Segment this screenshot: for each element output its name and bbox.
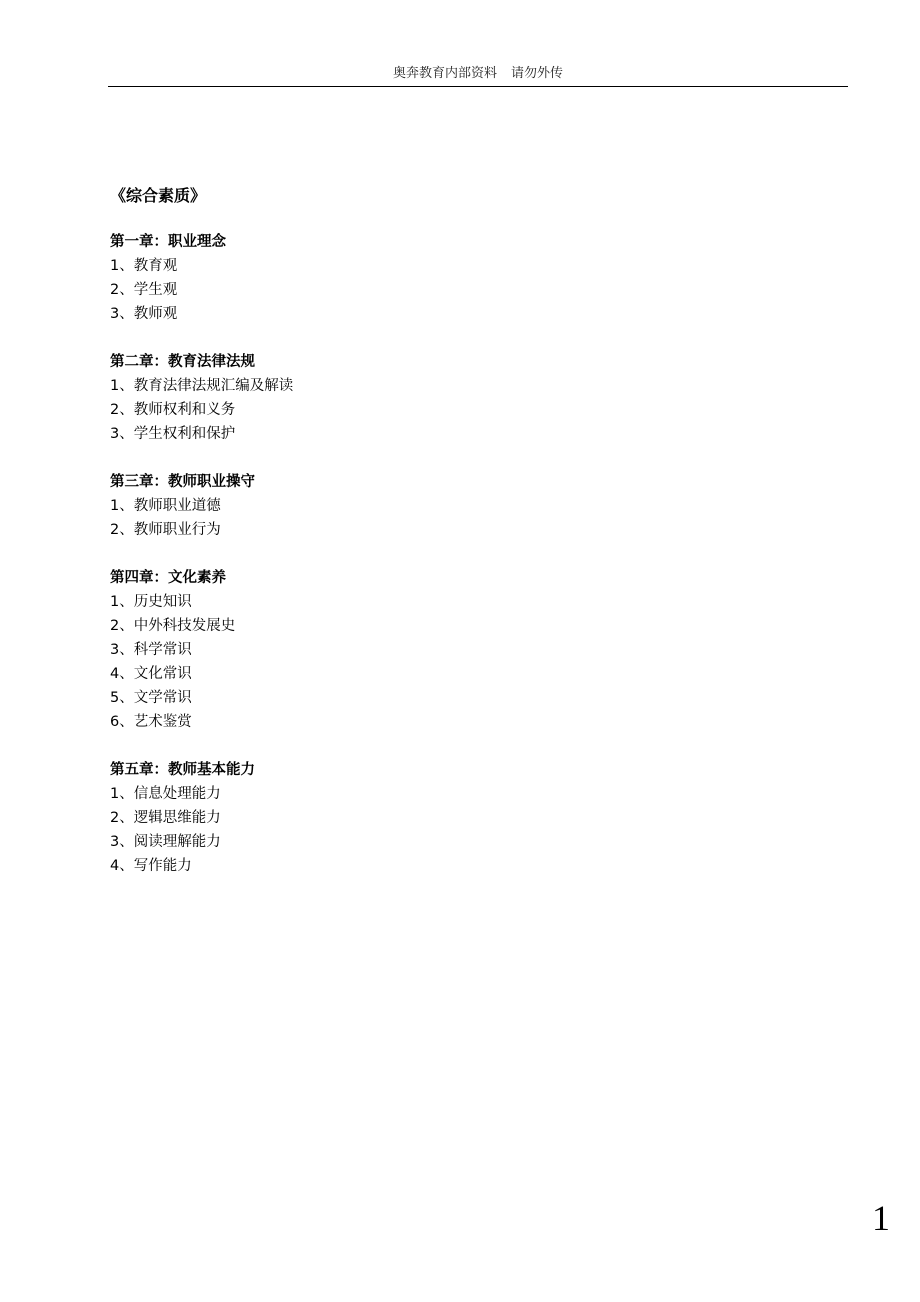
list-item: 6、艺术鉴赏 (110, 714, 192, 730)
chapter-title: 第五章：教师基本能力 (110, 762, 255, 778)
list-item: 2、学生观 (110, 282, 178, 298)
list-item: 4、写作能力 (110, 858, 192, 874)
page-number: 1 (872, 1198, 890, 1238)
list-item: 4、文化常识 (110, 666, 192, 682)
document-title: 《综合素质》 (110, 186, 207, 205)
chapter-5 (110, 758, 810, 878)
list-item: 2、教师职业行为 (110, 522, 221, 538)
chapter-1 (110, 230, 810, 326)
chapter-title: 第二章：教育法律法规 (110, 354, 255, 370)
chapter-title: 第四章：文化素养 (110, 570, 226, 586)
list-item: 3、阅读理解能力 (110, 834, 221, 850)
chapter-4 (110, 566, 810, 734)
list-item: 2、逻辑思维能力 (110, 810, 221, 826)
chapter-title: 第一章：职业理念 (110, 234, 226, 250)
document-body (110, 182, 810, 902)
page-header (108, 64, 848, 87)
list-item: 5、文学常识 (110, 690, 192, 706)
list-item: 1、信息处理能力 (110, 786, 221, 802)
list-item: 1、教师职业道德 (110, 498, 221, 514)
list-item: 1、教育观 (110, 258, 178, 274)
chapter-2 (110, 350, 810, 446)
list-item: 2、教师权利和义务 (110, 402, 236, 418)
list-item: 1、历史知识 (110, 594, 192, 610)
chapter-title: 第三章：教师职业操守 (110, 474, 255, 490)
list-item: 3、科学常识 (110, 642, 192, 658)
list-item: 3、学生权利和保护 (110, 426, 236, 442)
list-item: 3、教师观 (110, 306, 178, 322)
list-item: 2、中外科技发展史 (110, 618, 236, 634)
header-right-text: 请勿外传 (511, 66, 564, 81)
chapter-3 (110, 470, 810, 542)
header-left-text: 奥奔教育内部资料 (392, 66, 497, 81)
list-item: 1、教育法律法规汇编及解读 (110, 378, 294, 394)
